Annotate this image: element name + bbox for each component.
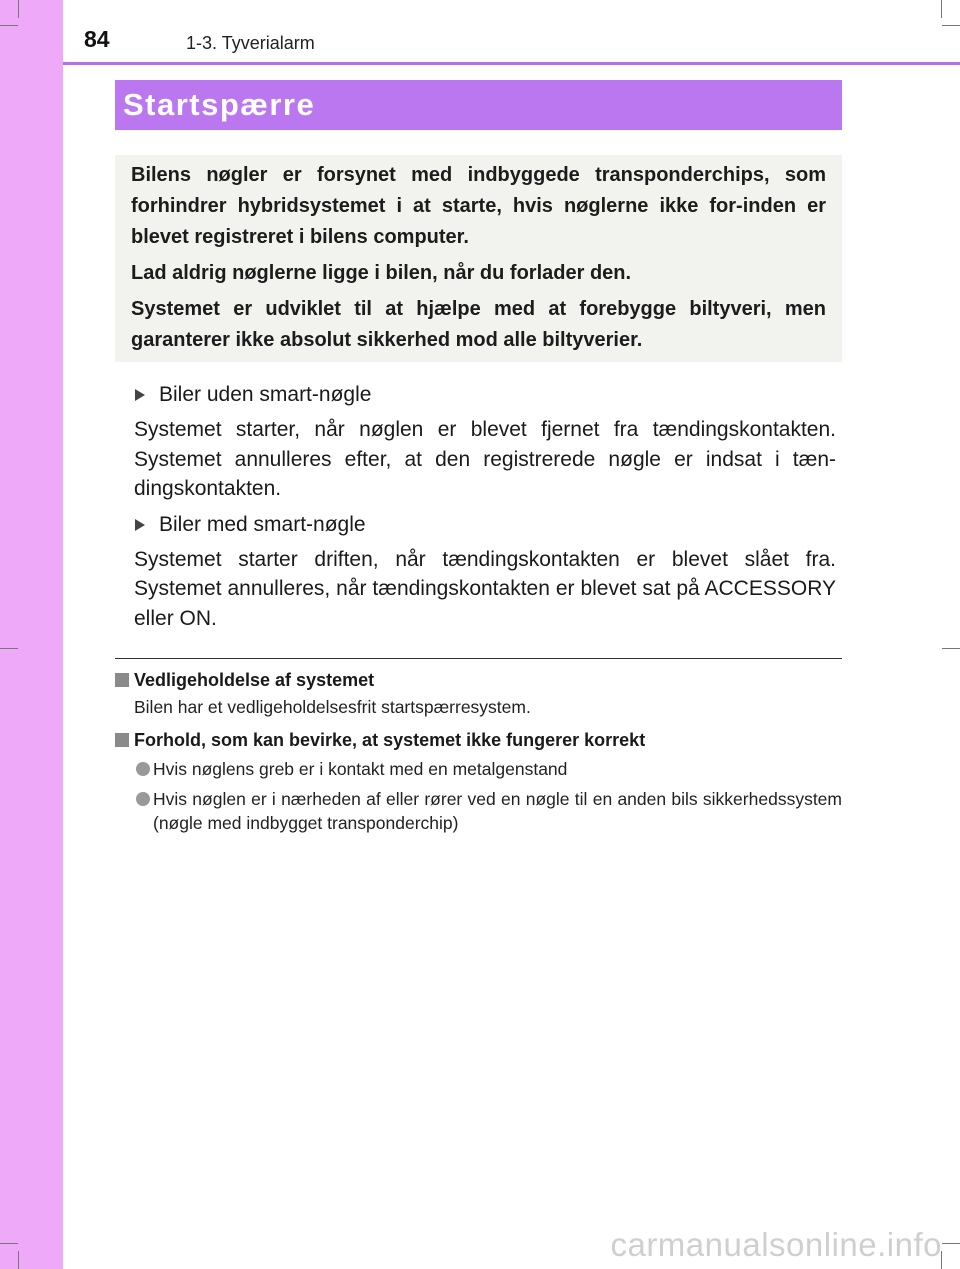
list-item: [115, 787, 842, 835]
triangle-bullet-icon: [135, 389, 145, 401]
page-number: 84: [84, 26, 110, 52]
subsection-heading-text: Biler med smart-nøgle: [159, 512, 366, 536]
list-item-text: Hvis nøglens greb er i kontakt med en metalgenstand: [153, 759, 568, 779]
main-content: [134, 380, 836, 639]
crop-mark: [18, 0, 19, 18]
subsection-heading: [134, 510, 836, 540]
header-rule: [63, 62, 960, 65]
triangle-bullet-icon: [135, 519, 145, 531]
notes-section: [115, 667, 842, 841]
square-bullet-icon: [115, 733, 129, 747]
section-label: 1-3. Tyverialarm: [186, 33, 315, 53]
watermark: carmanualsonline.info: [610, 1226, 942, 1263]
intro-paragraph: Bilens nøgler er forsynet med indbyggede transponderchips, som forhindrer hybridsystemet i at starte, hvis nøglerne ikke for-inden er blevet registreret i bilens computer.: [131, 164, 826, 248]
circle-bullet-icon: [136, 762, 150, 776]
crop-mark: [942, 25, 960, 26]
crop-mark: [942, 648, 960, 649]
crop-mark: [0, 1243, 18, 1244]
crop-mark: [942, 1243, 960, 1244]
subsection-text: Systemet starter driften, når tændingskontakten er blevet slået fra. Systemet annulleres, når tændingskontakten er blevet sat på ACCESSORY eller ON.: [134, 547, 836, 630]
note-heading: [115, 727, 842, 753]
section-divider: [115, 658, 842, 659]
page-title: Startspærre: [123, 87, 316, 122]
intro-box: [115, 155, 842, 362]
crop-mark: [18, 1251, 19, 1269]
list-item-text: Hvis nøglen er i nærheden af eller rører ved en nøgle til en anden bils sikkerhedssystem (nøgle med indbygget transponderchip): [153, 789, 842, 833]
crop-mark: [941, 0, 942, 18]
note-text: Bilen har et vedligeholdelsesfrit startspærresystem.: [134, 697, 531, 717]
intro-paragraph: Lad aldrig nøglerne ligge i bilen, når du forlader den.: [131, 262, 632, 284]
crop-mark: [0, 648, 18, 649]
subsection-heading: [134, 380, 836, 410]
side-color-band: [0, 0, 63, 1269]
list-item: [115, 757, 842, 781]
crop-mark: [0, 25, 18, 26]
subsection-heading-text: Biler uden smart-nøgle: [159, 383, 372, 406]
circle-bullet-icon: [136, 792, 150, 806]
note-heading-text: Vedligeholdelse af systemet: [134, 670, 375, 690]
square-bullet-icon: [115, 673, 129, 687]
title-bar: [115, 80, 842, 130]
subsection-text: Systemet starter, når nøglen er blevet fjernet fra tændingskontakten. Systemet annulleres efter, at den registrerede nøgle er indsat i tæn-dingskontakten.: [134, 418, 836, 500]
note-heading: [115, 667, 842, 693]
intro-paragraph: Systemet er udviklet til at hjælpe med at forebygge biltyveri, men garanterer ikke absolut sikkerhed mod alle biltyverier.: [131, 298, 826, 351]
note-heading-text: Forhold, som kan bevirke, at systemet ikke fungerer korrekt: [134, 730, 646, 750]
